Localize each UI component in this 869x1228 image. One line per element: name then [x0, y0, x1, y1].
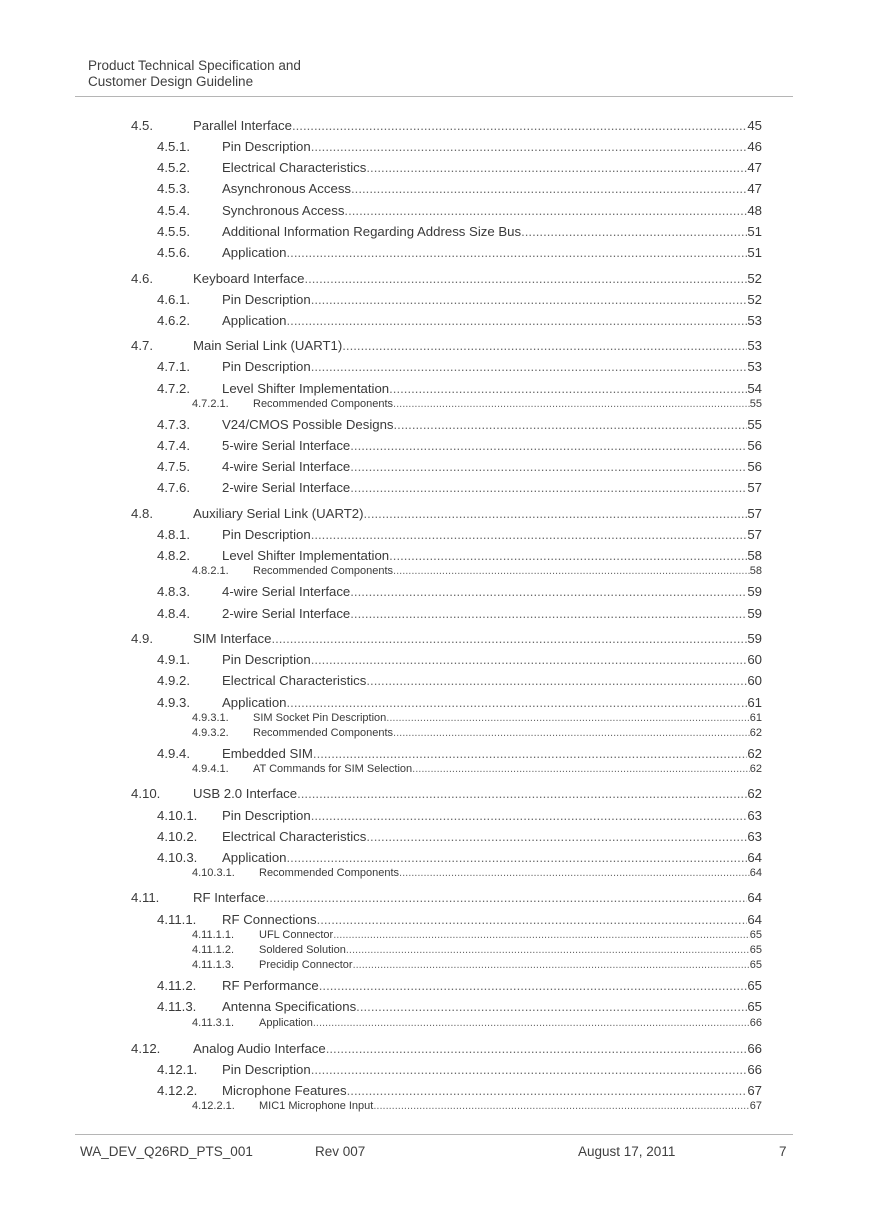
toc-entry-number: 4.5.3.	[157, 181, 190, 196]
toc-dot-leader	[389, 547, 747, 564]
toc-dot-leader	[346, 943, 750, 957]
toc-entry-title: Application	[222, 850, 287, 865]
toc-entry-title: Application	[222, 695, 287, 710]
toc-entry[interactable]	[157, 911, 762, 928]
toc-entry-page: 65	[749, 959, 762, 971]
footer-date: August 17, 2011	[578, 1144, 676, 1159]
toc-entry[interactable]	[192, 1099, 762, 1113]
toc-entry-page: 58	[749, 565, 762, 577]
toc-dot-leader	[393, 726, 750, 740]
toc-dot-leader	[350, 437, 747, 454]
toc-entry[interactable]	[157, 416, 762, 433]
toc-entry-page: 62	[747, 746, 762, 761]
toc-dot-leader	[394, 416, 748, 433]
toc-entry-page: 48	[747, 203, 762, 218]
toc-entry-page: 63	[747, 808, 762, 823]
toc-entry-page: 61	[749, 712, 762, 724]
toc-entry-page: 51	[747, 224, 762, 239]
toc-entry-title: Microphone Features	[222, 1083, 347, 1098]
toc-entry-title: Recommended Components	[253, 565, 394, 577]
toc-entry-number: 4.11.1.1.	[192, 929, 234, 941]
toc-entry[interactable]	[157, 977, 762, 994]
toc-dot-leader	[399, 866, 750, 880]
toc-dot-leader	[393, 564, 750, 578]
footer-revision: Rev 007	[315, 1144, 366, 1159]
toc-entry[interactable]	[157, 849, 762, 866]
toc-entry-title: Application	[259, 1017, 313, 1029]
toc-entry-page: 54	[747, 381, 762, 396]
toc-entry-number: 4.10.3.1.	[192, 867, 235, 879]
toc-entry[interactable]	[157, 244, 762, 261]
toc-entry-page: 52	[747, 292, 762, 307]
toc-entry-number: 4.6.	[131, 271, 153, 286]
toc-dot-leader	[311, 651, 748, 668]
toc-entry-title: Level Shifter Implementation	[222, 548, 390, 563]
toc-entry-title: SIM Socket Pin Description	[253, 712, 387, 724]
toc-dot-leader	[412, 762, 750, 776]
toc-entry[interactable]	[157, 828, 762, 845]
toc-entry-number: 4.9.2.	[157, 673, 190, 688]
toc-dot-leader	[311, 807, 748, 824]
toc-entry-number: 4.9.4.1.	[192, 763, 229, 775]
toc-entry-number: 4.9.	[131, 631, 153, 646]
toc-entry-page: 60	[747, 652, 762, 667]
toc-entry-page: 46	[747, 139, 762, 154]
toc-entry-number: 4.8.3.	[157, 584, 190, 599]
toc-entry-number: 4.10.3.	[157, 850, 198, 865]
toc-entry[interactable]	[157, 745, 762, 762]
toc-entry-number: 4.7.2.	[157, 381, 190, 396]
toc-entry-number: 4.9.4.	[157, 746, 190, 761]
toc-entry-number: 4.8.2.1.	[192, 565, 229, 577]
toc-entry-title: Pin Description	[222, 1062, 311, 1077]
toc-entry[interactable]	[157, 358, 762, 375]
toc-entry-title: Level Shifter Implementation	[222, 381, 390, 396]
toc-entry-number: 4.5.4.	[157, 203, 190, 218]
toc-entry-title: RF Interface	[193, 890, 266, 905]
toc-dot-leader	[344, 202, 747, 219]
toc-entry-number: 4.10.2.	[157, 829, 198, 844]
toc-entry-page: 65	[747, 978, 762, 993]
toc-dot-leader	[521, 223, 747, 240]
toc-entry-number: 4.5.	[131, 118, 153, 133]
toc-entry-title: Precidip Connector	[259, 959, 353, 971]
toc-entry-page: 56	[747, 459, 762, 474]
toc-entry-number: 4.11.1.	[157, 912, 197, 927]
toc-entry-page: 53	[747, 338, 762, 353]
toc-entry[interactable]	[192, 726, 762, 740]
toc-entry[interactable]	[192, 711, 762, 725]
toc-entry[interactable]	[157, 202, 762, 219]
toc-entry-page: 65	[749, 944, 762, 956]
toc-entry[interactable]	[192, 928, 762, 942]
toc-dot-leader	[393, 397, 750, 411]
toc-entry-page: 62	[747, 786, 762, 801]
toc-entry-title: Electrical Characteristics	[222, 673, 367, 688]
toc-entry-number: 4.10.1.	[157, 808, 198, 823]
page-header	[88, 58, 301, 90]
toc-dot-leader	[287, 244, 748, 261]
toc-entry-title: 2-wire Serial Interface	[222, 606, 351, 621]
toc-entry[interactable]	[131, 889, 762, 906]
footer-document-id: WA_DEV_Q26RD_PTS_001	[80, 1144, 253, 1159]
toc-dot-leader	[356, 998, 747, 1015]
toc-dot-leader	[366, 159, 747, 176]
toc-entry-number: 4.9.3.2.	[192, 727, 229, 739]
toc-entry[interactable]	[157, 1061, 762, 1078]
toc-entry[interactable]	[157, 605, 762, 622]
toc-entry-page: 47	[747, 160, 762, 175]
toc-entry-page: 64	[749, 867, 762, 879]
toc-entry[interactable]	[157, 998, 762, 1015]
toc-dot-leader	[311, 526, 748, 543]
toc-entry-page: 66	[747, 1041, 762, 1056]
toc-entry[interactable]	[192, 1016, 762, 1030]
toc-entry[interactable]	[192, 866, 762, 880]
toc-entry-title: Embedded SIM	[222, 746, 313, 761]
toc-entry-page: 62	[749, 763, 762, 775]
toc-entry-title: UFL Connector	[259, 929, 334, 941]
toc-entry[interactable]	[157, 526, 762, 543]
toc-entry-number: 4.12.2.	[157, 1083, 198, 1098]
toc-entry-page: 64	[747, 850, 762, 865]
toc-entry-page: 53	[747, 313, 762, 328]
toc-entry[interactable]	[192, 943, 762, 957]
toc-entry-title: 4-wire Serial Interface	[222, 584, 351, 599]
toc-entry-number: 4.7.3.	[157, 417, 190, 432]
toc-dot-leader	[311, 291, 748, 308]
toc-entry[interactable]	[192, 397, 762, 411]
toc-entry-number: 4.9.3.1.	[192, 712, 229, 724]
toc-entry-number: 4.8.2.	[157, 548, 190, 563]
toc-dot-leader	[287, 849, 748, 866]
toc-entry-title: Soldered Solution	[259, 944, 346, 956]
toc-dot-leader	[311, 138, 748, 155]
toc-entry-page: 47	[747, 181, 762, 196]
toc-entry[interactable]	[157, 651, 762, 668]
toc-entry[interactable]	[157, 291, 762, 308]
toc-entry-number: 4.7.	[131, 338, 153, 353]
toc-entry-title: SIM Interface	[193, 631, 272, 646]
toc-entry-page: 57	[747, 527, 762, 542]
toc-dot-leader	[366, 672, 747, 689]
toc-entry-page: 55	[749, 398, 762, 410]
toc-entry[interactable]	[131, 1040, 762, 1057]
toc-entry[interactable]	[157, 223, 762, 240]
toc-entry-title: Application	[222, 313, 287, 328]
footer-page-number: 7	[779, 1144, 787, 1159]
toc-entry-number: 4.12.	[131, 1041, 161, 1056]
toc-entry[interactable]	[131, 505, 762, 522]
toc-dot-leader	[342, 337, 747, 354]
toc-entry-title: 5-wire Serial Interface	[222, 438, 351, 453]
toc-entry-page: 66	[749, 1017, 762, 1029]
header-title-line2: Customer Design Guideline	[88, 74, 254, 89]
toc-dot-leader	[313, 745, 747, 762]
toc-entry-page: 55	[747, 417, 762, 432]
toc-entry-title: Pin Description	[222, 292, 311, 307]
toc-dot-leader	[313, 1016, 750, 1030]
toc-entry-number: 4.7.1.	[157, 359, 190, 374]
toc-entry-number: 4.7.5.	[157, 459, 190, 474]
toc-entry[interactable]	[157, 159, 762, 176]
toc-dot-leader	[347, 1082, 748, 1099]
toc-entry-page: 59	[747, 584, 762, 599]
toc-entry-number: 4.11.	[131, 890, 160, 905]
toc-entry-number: 4.7.4.	[157, 438, 190, 453]
toc-entry-title: Parallel Interface	[193, 118, 292, 133]
toc-entry-number: 4.7.6.	[157, 480, 190, 495]
toc-entry-number: 4.5.1.	[157, 139, 190, 154]
toc-entry-title: Auxiliary Serial Link (UART2)	[193, 506, 364, 521]
toc-entry-page: 62	[749, 727, 762, 739]
toc-dot-leader	[353, 958, 750, 972]
toc-dot-leader	[319, 977, 748, 994]
toc-entry-title: Analog Audio Interface	[193, 1041, 326, 1056]
toc-entry-title: RF Connections	[222, 912, 317, 927]
toc-entry[interactable]	[157, 547, 762, 564]
toc-entry[interactable]	[157, 807, 762, 824]
toc-entry-title: Main Serial Link (UART1)	[193, 338, 343, 353]
toc-entry-page: 57	[747, 506, 762, 521]
toc-entry-number: 4.6.1.	[157, 292, 190, 307]
toc-entry[interactable]	[192, 564, 762, 578]
toc-entry-title: Synchronous Access	[222, 203, 345, 218]
toc-dot-leader	[364, 505, 748, 522]
toc-entry-title: Electrical Characteristics	[222, 829, 367, 844]
toc-entry-number: 4.8.1.	[157, 527, 190, 542]
toc-entry[interactable]	[157, 138, 762, 155]
toc-dot-leader	[386, 711, 749, 725]
toc-entry-page: 52	[747, 271, 762, 286]
toc-entry-page: 67	[747, 1083, 762, 1098]
header-divider	[75, 96, 793, 97]
toc-dot-leader	[317, 911, 748, 928]
toc-entry-page: 66	[747, 1062, 762, 1077]
toc-entry-number: 4.6.2.	[157, 313, 190, 328]
toc-entry[interactable]	[157, 479, 762, 496]
toc-entry-title: Pin Description	[222, 808, 311, 823]
toc-entry-page: 58	[747, 548, 762, 563]
toc-dot-leader	[311, 358, 748, 375]
toc-entry-page: 63	[747, 829, 762, 844]
toc-entry-number: 4.9.1.	[157, 652, 190, 667]
toc-entry-page: 67	[749, 1100, 762, 1112]
toc-entry-number: 4.5.5.	[157, 224, 190, 239]
toc-dot-leader	[351, 180, 747, 197]
toc-entry-page: 53	[747, 359, 762, 374]
toc-entry-number: 4.8.	[131, 506, 153, 521]
toc-entry[interactable]	[157, 180, 762, 197]
toc-dot-leader	[366, 828, 747, 845]
toc-entry[interactable]	[157, 672, 762, 689]
header-title-line1: Product Technical Specification and	[88, 58, 301, 73]
toc-entry-title: Antenna Specifications	[222, 999, 357, 1014]
toc-entry-title: Electrical Characteristics	[222, 160, 367, 175]
toc-entry-title: RF Performance	[222, 978, 319, 993]
toc-entry-title: Pin Description	[222, 359, 311, 374]
toc-entry[interactable]	[131, 337, 762, 354]
toc-dot-leader	[271, 630, 747, 647]
toc-entry-number: 4.9.3.	[157, 695, 190, 710]
toc-dot-leader	[350, 583, 747, 600]
toc-entry[interactable]	[131, 785, 762, 802]
toc-entry-page: 59	[747, 631, 762, 646]
toc-entry-number: 4.12.1.	[157, 1062, 198, 1077]
toc-entry-title: MIC1 Microphone Input	[259, 1100, 374, 1112]
toc-dot-leader	[350, 458, 747, 475]
toc-dot-leader	[287, 312, 748, 329]
toc-entry[interactable]	[131, 117, 762, 134]
toc-entry-page: 65	[747, 999, 762, 1014]
toc-dot-leader	[389, 380, 747, 397]
toc-entry-number: 4.8.4.	[157, 606, 190, 621]
toc-entry-title: AT Commands for SIM Selection	[253, 763, 413, 775]
toc-entry-title: Recommended Components	[253, 398, 394, 410]
toc-entry-number: 4.11.1.3.	[192, 959, 234, 971]
toc-dot-leader	[266, 889, 748, 906]
toc-entry-page: 59	[747, 606, 762, 621]
toc-entry-page: 64	[747, 890, 762, 905]
toc-entry[interactable]	[157, 458, 762, 475]
toc-entry[interactable]	[157, 694, 762, 711]
toc-entry[interactable]	[157, 312, 762, 329]
toc-dot-leader	[350, 479, 747, 496]
toc-entry-title: V24/CMOS Possible Designs	[222, 417, 394, 432]
toc-entry-number: 4.11.2.	[157, 978, 197, 993]
toc-entry[interactable]	[131, 270, 762, 287]
toc-entry-page: 60	[747, 673, 762, 688]
toc-dot-leader	[292, 117, 747, 134]
toc-entry-title: Application	[222, 245, 287, 260]
toc-entry-page: 56	[747, 438, 762, 453]
toc-entry-number: 4.5.6.	[157, 245, 190, 260]
toc-dot-leader	[287, 694, 748, 711]
toc-entry[interactable]	[157, 1082, 762, 1099]
toc-entry[interactable]	[157, 437, 762, 454]
toc-entry-title: Pin Description	[222, 527, 311, 542]
toc-dot-leader	[333, 928, 750, 942]
toc-entry[interactable]	[192, 958, 762, 972]
toc-entry-number: 4.11.1.2.	[192, 944, 234, 956]
toc-dot-leader	[304, 270, 747, 287]
toc-entry-number: 4.11.3.1.	[192, 1017, 234, 1029]
toc-entry-page: 65	[749, 929, 762, 941]
toc-entry-number: 4.7.2.1.	[192, 398, 229, 410]
toc-entry-title: 4-wire Serial Interface	[222, 459, 351, 474]
toc-entry[interactable]	[192, 762, 762, 776]
toc-entry-page: 45	[747, 118, 762, 133]
toc-entry-number: 4.12.2.1.	[192, 1100, 235, 1112]
toc-entry[interactable]	[157, 380, 762, 397]
toc-entry-number: 4.11.3.	[157, 999, 197, 1014]
toc-entry-page: 51	[747, 245, 762, 260]
toc-entry[interactable]	[131, 630, 762, 647]
toc-entry-title: Pin Description	[222, 139, 311, 154]
footer-divider	[75, 1134, 793, 1135]
toc-dot-leader	[326, 1040, 748, 1057]
toc-entry-page: 57	[747, 480, 762, 495]
toc-entry-title: Pin Description	[222, 652, 311, 667]
toc-entry-title: Recommended Components	[259, 867, 400, 879]
toc-entry-title: Keyboard Interface	[193, 271, 305, 286]
toc-entry-title: Asynchronous Access	[222, 181, 352, 196]
toc-dot-leader	[311, 1061, 748, 1078]
toc-dot-leader	[297, 785, 747, 802]
toc-entry-number: 4.10.	[131, 786, 161, 801]
toc-entry[interactable]	[157, 583, 762, 600]
toc-entry-title: Recommended Components	[253, 727, 394, 739]
toc-dot-leader	[373, 1099, 749, 1113]
toc-entry-title: 2-wire Serial Interface	[222, 480, 351, 495]
toc-entry-title: Additional Information Regarding Address Size Bus	[222, 224, 522, 239]
toc-entry-page: 61	[747, 695, 762, 710]
toc-entry-page: 64	[747, 912, 762, 927]
toc-entry-title: USB 2.0 Interface	[193, 786, 298, 801]
toc-entry-number: 4.5.2.	[157, 160, 190, 175]
toc-dot-leader	[350, 605, 747, 622]
